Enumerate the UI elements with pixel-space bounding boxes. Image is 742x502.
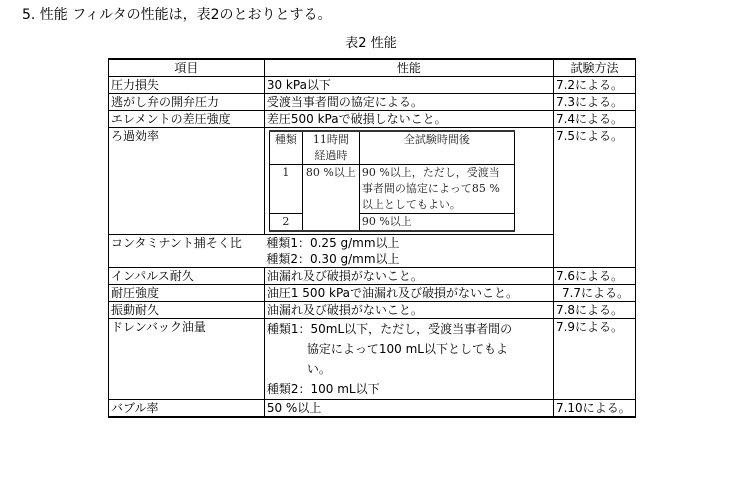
row-performance: 50 %以上 xyxy=(264,400,553,418)
table-row xyxy=(109,285,636,302)
section-heading: 5. 性能 フィルタの性能は，表2のとおりとする。 xyxy=(22,7,332,23)
inner-type2-all: 90 %以上 xyxy=(359,214,514,232)
row-performance: 種類1：50mL以下，ただし，受渡当事者間の 協定によって100 mL以下としてもよ い。 種類2：100 mL以下 xyxy=(264,319,553,400)
row-performance: 油圧1 500 kPaで油漏れ及び破損がないこと。 xyxy=(264,285,553,302)
row-performance: 受渡当事者間の協定による。 xyxy=(264,94,553,111)
row-item: 逃がし弁の開弁圧力 xyxy=(109,94,265,111)
row-item: インパルス耐久 xyxy=(109,268,265,285)
row-performance: 油漏れ及び破損がないこと。 xyxy=(264,268,553,285)
table-row xyxy=(109,400,636,418)
row-item: 圧力損失 xyxy=(109,77,265,94)
row-performance: 油漏れ及び破損がないこと。 xyxy=(264,302,553,319)
inner-type1-all: 90 %以上，ただし，受渡当 事者間の協定によって85 % 以上としてもよい。 xyxy=(359,165,514,214)
header-item: 項目 xyxy=(109,59,265,77)
table-row xyxy=(109,319,636,400)
table-caption: 表2 性能 xyxy=(345,36,397,51)
row-performance xyxy=(264,128,553,235)
row-method: 7.5による。 xyxy=(553,128,635,235)
inner-header-all: 全試験時間後 xyxy=(359,131,514,165)
row-method: 7.3による。 xyxy=(553,94,635,111)
row-item: 耐圧強度 xyxy=(109,285,265,302)
table-row xyxy=(109,111,636,128)
table-row xyxy=(109,235,636,268)
row-method: 7.7による。 xyxy=(553,285,635,302)
row-method: 7.4による。 xyxy=(553,111,635,128)
row-item: 振動耐久 xyxy=(109,302,265,319)
table-header-row xyxy=(109,59,636,77)
row-item: コンタミナント捕そく比 xyxy=(109,235,265,268)
row-method xyxy=(553,235,635,268)
inner-header-11h: 11時間 経過時 xyxy=(302,131,359,165)
performance-table xyxy=(108,58,636,418)
row-performance: 差圧500 kPaで破損しないこと。 xyxy=(264,111,553,128)
table-row xyxy=(109,302,636,319)
row-method: 7.8による。 xyxy=(553,302,635,319)
row-performance: 種類1：0.25 g/mm以上 種類2：0.30 g/mm以上 xyxy=(264,235,553,268)
table-row xyxy=(109,94,636,111)
inner-header-type: 種類 xyxy=(269,131,302,165)
row-method: 7.10による。 xyxy=(553,400,635,418)
row-method: 7.6による。 xyxy=(553,268,635,285)
header-test-method: 試験方法 xyxy=(553,59,635,77)
inner-type1-11h: 80 %以上 xyxy=(302,165,359,232)
header-performance: 性能 xyxy=(264,59,553,77)
row-method: 7.2による。 xyxy=(553,77,635,94)
filtration-efficiency-table xyxy=(269,130,515,232)
inner-type-2: 2 xyxy=(269,214,302,232)
table-row xyxy=(109,77,636,94)
row-item: エレメントの差圧強度 xyxy=(109,111,265,128)
table-row xyxy=(109,128,636,235)
row-item: ろ過効率 xyxy=(109,128,265,235)
inner-type-1: 1 xyxy=(269,165,302,214)
row-method: 7.9による。 xyxy=(553,319,635,400)
row-performance: 30 kPa以下 xyxy=(264,77,553,94)
row-item: ドレンバック油量 xyxy=(109,319,265,400)
row-item: バブル率 xyxy=(109,400,265,418)
table-row xyxy=(109,268,636,285)
